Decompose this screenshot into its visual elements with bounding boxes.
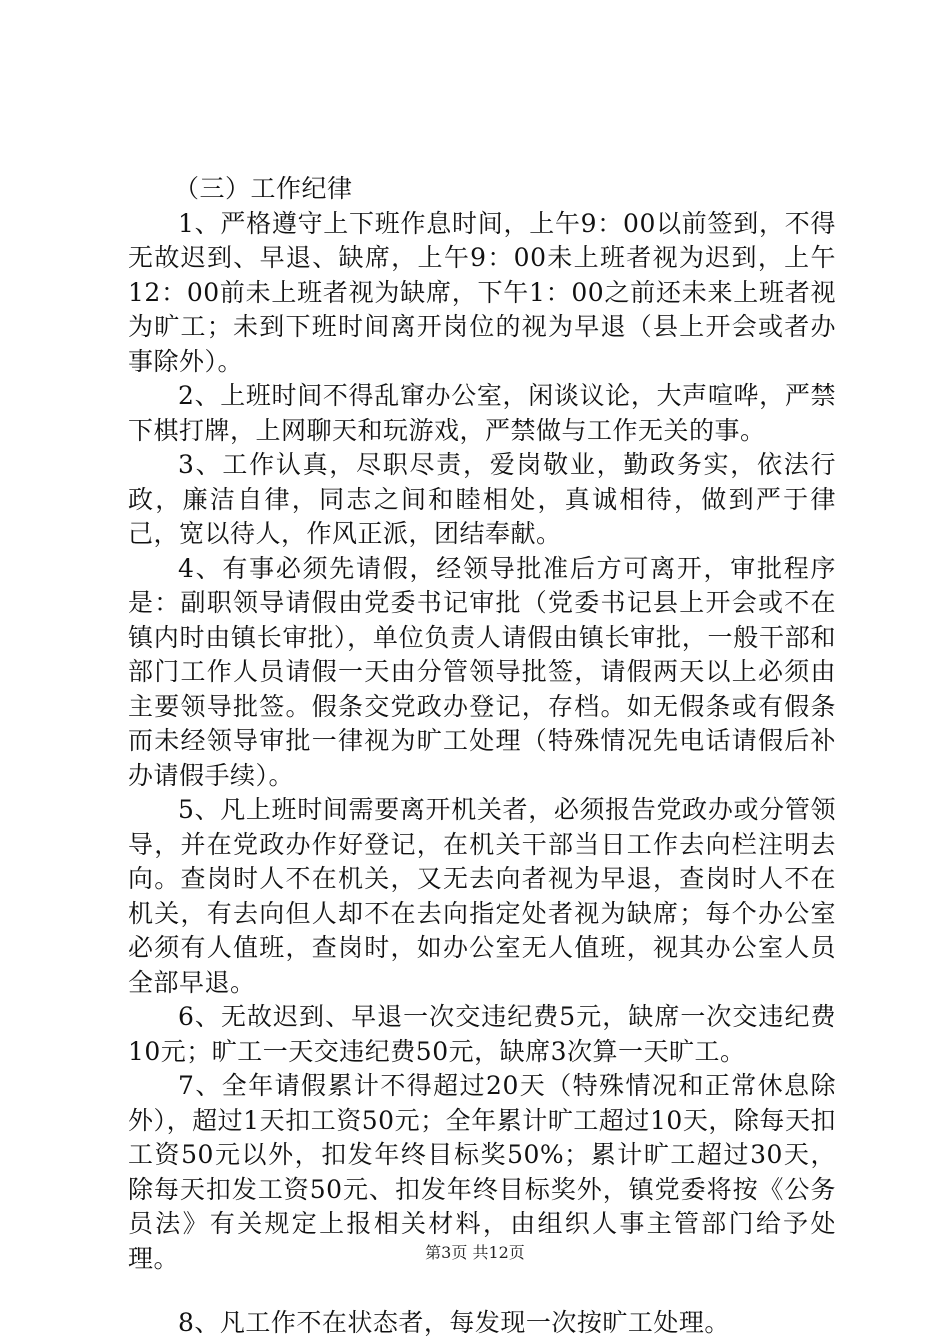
section-heading: （三）工作纪律	[174, 174, 353, 203]
rule-paragraph-6: 6、无故迟到、早退一次交违纪费5元，缺席一次交违纪费10元；旷工一天交违纪费50元，缺席3次算一天旷工。	[128, 1002, 836, 1066]
rule-paragraph-5: 5、凡上班时间需要离开机关者，必须报告党政办或分管领导，并在党政办作好登记，在机关干部当日工作去向栏注明去向。查岗时人不在机关，又无去向者视为早退，查岗时人不在机关，有去向但人却不在去向指定处者视为缺席；每个办公室必须有人值班，查岗时，如办公室无人值班，视其办公室人员全部早退。	[128, 795, 836, 997]
rule-paragraph-1: 1、严格遵守上下班作息时间，上午9：00以前签到，不得无故迟到、早退、缺席，上午9：00未上班者视为迟到，上午12：00前未上班者视为缺席，下午1：00之前还未来上班者视为旷工；未到下班时间离开岗位的视为早退（县上开会或者办事除外）。	[128, 208, 836, 376]
rule-paragraph-4: 4、有事必须先请假，经领导批准后方可离开，审批程序是：副职领导请假由党委书记审批（党委书记县上开会或不在镇内时由镇长审批），单位负责人请假由镇长审批，一般干部和部门工作人员请假一天由分管领导批签，请假两天以上必须由主要领导批签。假条交党政办登记，存档。如无假条或有假条而未经领导审批一律视为旷工处理（特殊情况先电话请假后补办请假手续）。	[128, 553, 836, 790]
rule-paragraph-7: 7、全年请假累计不得超过20天（特殊情况和正常休息除外），超过1天扣工资50元；全年累计旷工超过10天，除每天扣工资50元以外，扣发年终目标奖50%；累计旷工超过30天，除每天扣发工资50元、扣发年终目标奖外，镇党委将按《公务员法》有关规定上报相关材料，由组织人事主管部门给予处理。	[128, 1071, 836, 1273]
rule-paragraph-8: 8、凡工作不在状态者，每发现一次按旷工处理。	[178, 1308, 730, 1337]
page-number-footer: 第3页 共12页	[425, 1243, 525, 1262]
rule-paragraph-2: 2、上班时间不得乱窜办公室，闲谈议论，大声喧哗，严禁下棋打牌，上网聊天和玩游戏，严禁做与工作无关的事。	[128, 381, 836, 445]
rule-paragraph-3: 3、工作认真，尽职尽责，爱岗敬业，勤政务实，依法行政，廉洁自律，同志之间和睦相处，真诚相待，做到严于律己，宽以待人，作风正派，团结奉献。	[128, 450, 836, 548]
document-body	[128, 172, 836, 1341]
